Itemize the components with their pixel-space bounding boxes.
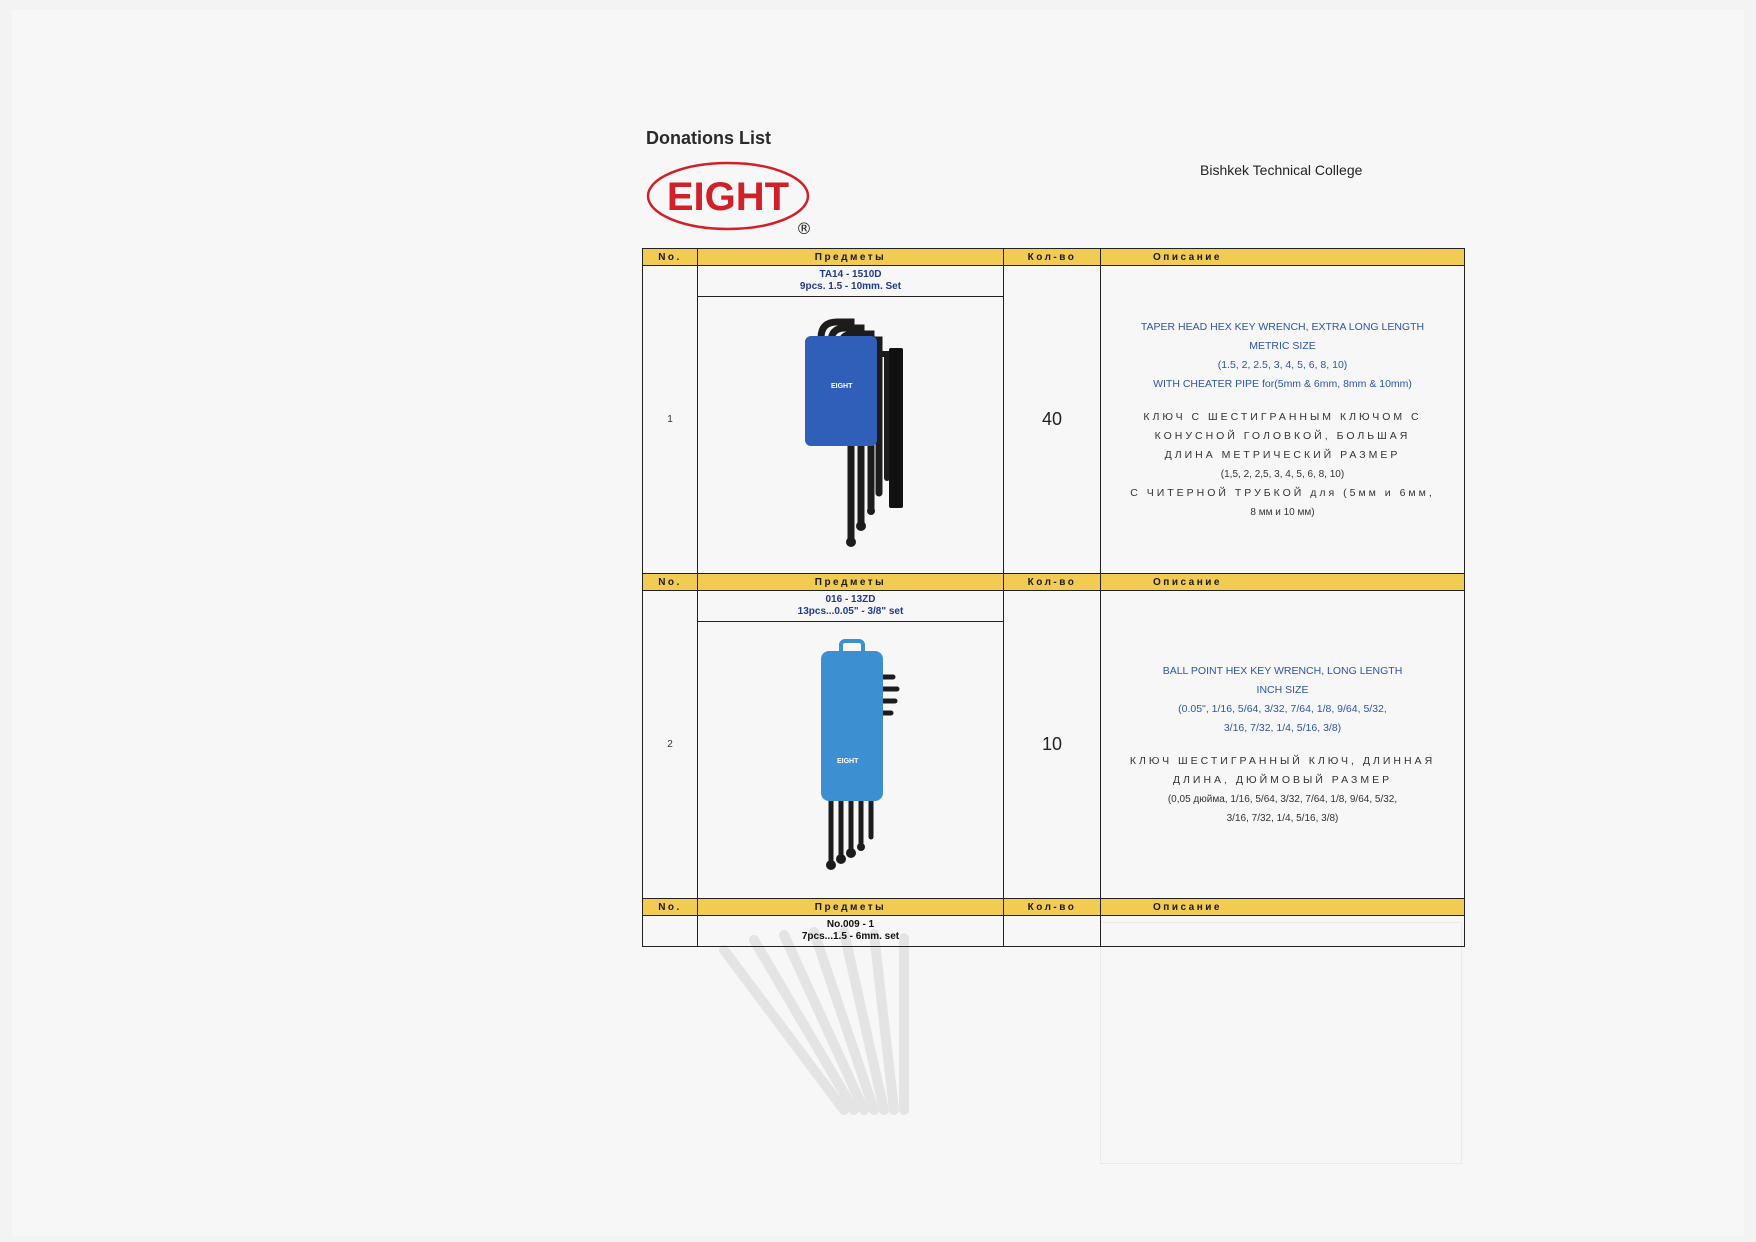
desc-en-line: 3/16, 7/32, 1/4, 5/16, 3/8)	[1223, 721, 1342, 734]
desc-ru-line: ДЛИНА МЕТРИЧЕСКИЙ РАЗМЕР	[1164, 448, 1401, 461]
header-items: Предметы	[698, 899, 1004, 916]
package-label: EIGHT	[836, 757, 858, 765]
desc-en-line: BALL POINT HEX KEY WRENCH, LONG LENGTH	[1162, 664, 1403, 677]
hex-key-set-image	[791, 308, 911, 558]
desc-ru-line: С ЧИТЕРНОЙ ТРУБКОЙ для (5мм и 6мм,	[1130, 486, 1435, 499]
item-description	[1101, 266, 1465, 574]
table-row	[643, 266, 1465, 297]
header-description: Описание	[1101, 899, 1465, 916]
desc-en-line: INCH SIZE	[1256, 683, 1309, 696]
logo-text: EIGHT	[666, 175, 790, 219]
item-quantity	[1004, 916, 1101, 947]
table-row	[643, 916, 1465, 947]
table-header-row	[643, 249, 1465, 266]
desc-ru-line: 3/16, 7/32, 1/4, 5/16, 3/8)	[1226, 812, 1339, 824]
header-items: Предметы	[698, 574, 1004, 591]
donations-table	[642, 248, 1465, 947]
bleed-through-frame	[1100, 922, 1462, 1164]
item-description	[1101, 591, 1465, 899]
registered-mark: ®	[796, 219, 812, 236]
desc-ru-line: КОНУСНОЙ ГОЛОВКОЙ, БОЛЬШАЯ	[1154, 429, 1411, 442]
item-code	[698, 266, 1004, 297]
desc-ru-line: ДЛИНА, ДЮЙМОВЫЙ РАЗМЕР	[1172, 773, 1393, 786]
item-code-text: TA14 - 1510D	[819, 269, 882, 280]
package-card	[821, 651, 883, 801]
header-qty: Кол-во	[1004, 899, 1101, 916]
document-title: Donations List	[646, 128, 771, 148]
package-card	[805, 336, 877, 446]
item-code	[698, 591, 1004, 622]
header-description: Описание	[1101, 249, 1465, 266]
desc-en-line: METRIC SIZE	[1249, 339, 1316, 352]
header-no: No.	[643, 899, 698, 916]
desc-en-line: (1.5, 2, 2.5, 3, 4, 5, 6, 8, 10)	[1217, 358, 1348, 371]
item-code	[698, 916, 1004, 947]
header-qty: Кол-во	[1004, 574, 1101, 591]
header-qty: Кол-во	[1004, 249, 1101, 266]
item-subtitle: 13pcs...0.05" - 3/8" set	[797, 606, 904, 617]
desc-en-line: (0.05", 1/16, 5/64, 3/32, 7/64, 1/8, 9/64, 5/32,	[1178, 702, 1387, 715]
row-number: 1	[643, 266, 698, 574]
desc-ru-line: (1,5, 2, 2,5, 3, 4, 5, 6, 8, 10)	[1220, 468, 1345, 480]
table-header-row	[643, 899, 1465, 916]
header-description: Описание	[1101, 574, 1465, 591]
item-subtitle: 7pcs...1.5 - 6mm. set	[801, 931, 900, 942]
header-items: Предметы	[698, 249, 1004, 266]
table-header-row	[643, 574, 1465, 591]
package-label: EIGHT	[830, 382, 852, 390]
item-code-text: 016 - 13ZD	[825, 594, 876, 605]
header-no: No.	[643, 574, 698, 591]
item-code-text: No.009 - 1	[826, 919, 875, 930]
header-no: No.	[643, 249, 698, 266]
item-description	[1101, 916, 1465, 947]
desc-ru-line: (0,05 дюйма, 1/16, 5/64, 3/32, 7/64, 1/8, 9/64, 5/32,	[1167, 793, 1398, 805]
product-image-cell	[698, 622, 1004, 899]
row-number	[643, 916, 698, 947]
table-row	[643, 591, 1465, 622]
desc-ru-line: КЛЮЧ ШЕСТИГРАННЫЙ КЛЮЧ, ДЛИННАЯ	[1129, 754, 1436, 767]
row-number: 2	[643, 591, 698, 899]
item-quantity: 10	[1004, 591, 1101, 899]
desc-en-line: TAPER HEAD HEX KEY WRENCH, EXTRA LONG LENGTH	[1140, 320, 1425, 333]
cheater-pipe	[889, 348, 903, 508]
desc-ru-line: КЛЮЧ С ШЕСТИГРАННЫМ КЛЮЧОМ С	[1143, 410, 1422, 423]
item-quantity: 40	[1004, 266, 1101, 574]
item-subtitle: 9pcs. 1.5 - 10mm. Set	[799, 281, 902, 292]
product-image-cell	[698, 297, 1004, 574]
eight-logo	[646, 160, 814, 236]
desc-ru-line: 8 мм и 10 мм)	[1250, 506, 1315, 518]
document-page	[12, 10, 1744, 1236]
hex-key-set-image	[791, 633, 911, 883]
organization-name: Bishkek Technical College	[1200, 162, 1363, 178]
desc-en-line: WITH CHEATER PIPE for(5mm & 6mm, 8mm & 10mm)	[1153, 377, 1412, 390]
